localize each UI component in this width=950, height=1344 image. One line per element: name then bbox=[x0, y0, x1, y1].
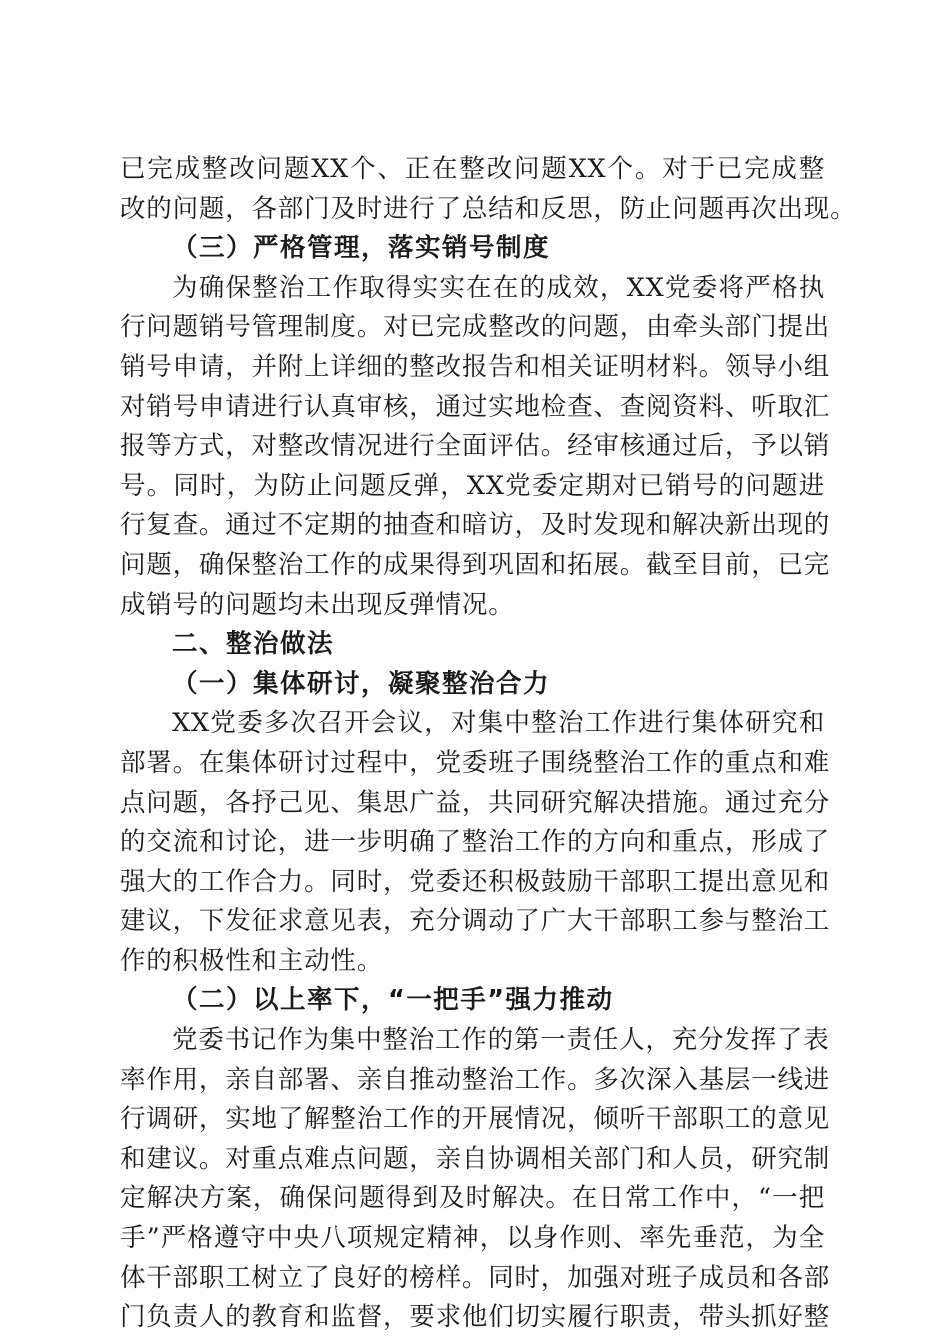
subsection-heading: （三）严格管理，落实销号制度 bbox=[172, 233, 551, 264]
body-text-line: 对销号申请进行认真审核，通过实地检查、查阅资料、听取汇 bbox=[120, 391, 831, 422]
subsection-heading: （一）集体研讨，凝聚整治合力 bbox=[172, 668, 551, 699]
body-text-line: 行复查。通过不定期的抽查和暗访，及时发现和解决新出现的 bbox=[120, 510, 831, 541]
body-text-line: 点问题，各抒己见、集思广益，共同研究解决措施。通过充分 bbox=[120, 787, 831, 818]
body-text-line: 手”严格遵守中央八项规定精神，以身作则、率先垂范，为全 bbox=[120, 1223, 825, 1254]
body-text-line: 门负责人的教育和监督，要求他们切实履行职责，带头抓好整 bbox=[120, 1302, 831, 1333]
body-text-line: 建议，下发征求意见表，充分调动了广大干部职工参与整治工 bbox=[120, 906, 831, 937]
body-text-line: 改的问题，各部门及时进行了总结和反思，防止问题再次出现。 bbox=[120, 193, 857, 224]
paragraph-first-line: 为确保整治工作取得实实在在的成效，XX党委将严格执 bbox=[172, 272, 825, 303]
body-text-line: 强大的工作合力。同时，党委还积极鼓励干部职工提出意见和 bbox=[120, 866, 831, 897]
section-heading: 二、整治做法 bbox=[172, 629, 335, 660]
body-text-line: 体干部职工树立了良好的榜样。同时，加强对班子成员和各部 bbox=[120, 1262, 831, 1293]
body-text-line: 部署。在集体研讨过程中，党委班子围绕整治工作的重点和难 bbox=[120, 747, 831, 778]
body-text-line: 报等方式，对整改情况进行全面评估。经审核通过后，予以销 bbox=[120, 431, 831, 462]
paragraph-first-line: XX党委多次召开会议，对集中整治工作进行集体研究和 bbox=[172, 708, 825, 739]
body-text-line: 行调研，实地了解整治工作的开展情况，倾听干部职工的意见 bbox=[120, 1104, 831, 1135]
document-body bbox=[120, 150, 857, 1338]
body-text-line: 问题，确保整治工作的成果得到巩固和拓展。截至目前，已完 bbox=[120, 549, 831, 580]
body-text-line: 号。同时，为防止问题反弹，XX党委定期对已销号的问题进 bbox=[120, 470, 825, 501]
body-text-line: 已完成整改问题XX个、正在整改问题XX个。对于已完成整 bbox=[120, 154, 825, 184]
body-text-line: 行问题销号管理制度。对已完成整改的问题，由牵头部门提出 bbox=[120, 312, 831, 343]
body-text-line: 的交流和讨论，进一步明确了整治工作的方向和重点，形成了 bbox=[120, 827, 831, 858]
body-text-line: 率作用，亲自部署、亲自推动整治工作。多次深入基层一线进 bbox=[120, 1064, 831, 1095]
body-text-line: 定解决方案，确保问题得到及时解决。在日常工作中，“一把 bbox=[120, 1183, 825, 1214]
subsection-heading: （二）以上率下，“一把手”强力推动 bbox=[172, 985, 614, 1016]
body-text-line: 作的积极性和主动性。 bbox=[120, 945, 384, 976]
paragraph-first-line: 党委书记作为集中整治工作的第一责任人，充分发挥了表 bbox=[172, 1025, 830, 1056]
body-text-line: 成销号的问题均未出现反弹情况。 bbox=[120, 589, 515, 620]
body-text-line: 和建议。对重点难点问题，亲自协调相关部门和人员，研究制 bbox=[120, 1143, 831, 1174]
body-text-line: 销号申请，并附上详细的整改报告和相关证明材料。领导小组 bbox=[120, 351, 831, 382]
